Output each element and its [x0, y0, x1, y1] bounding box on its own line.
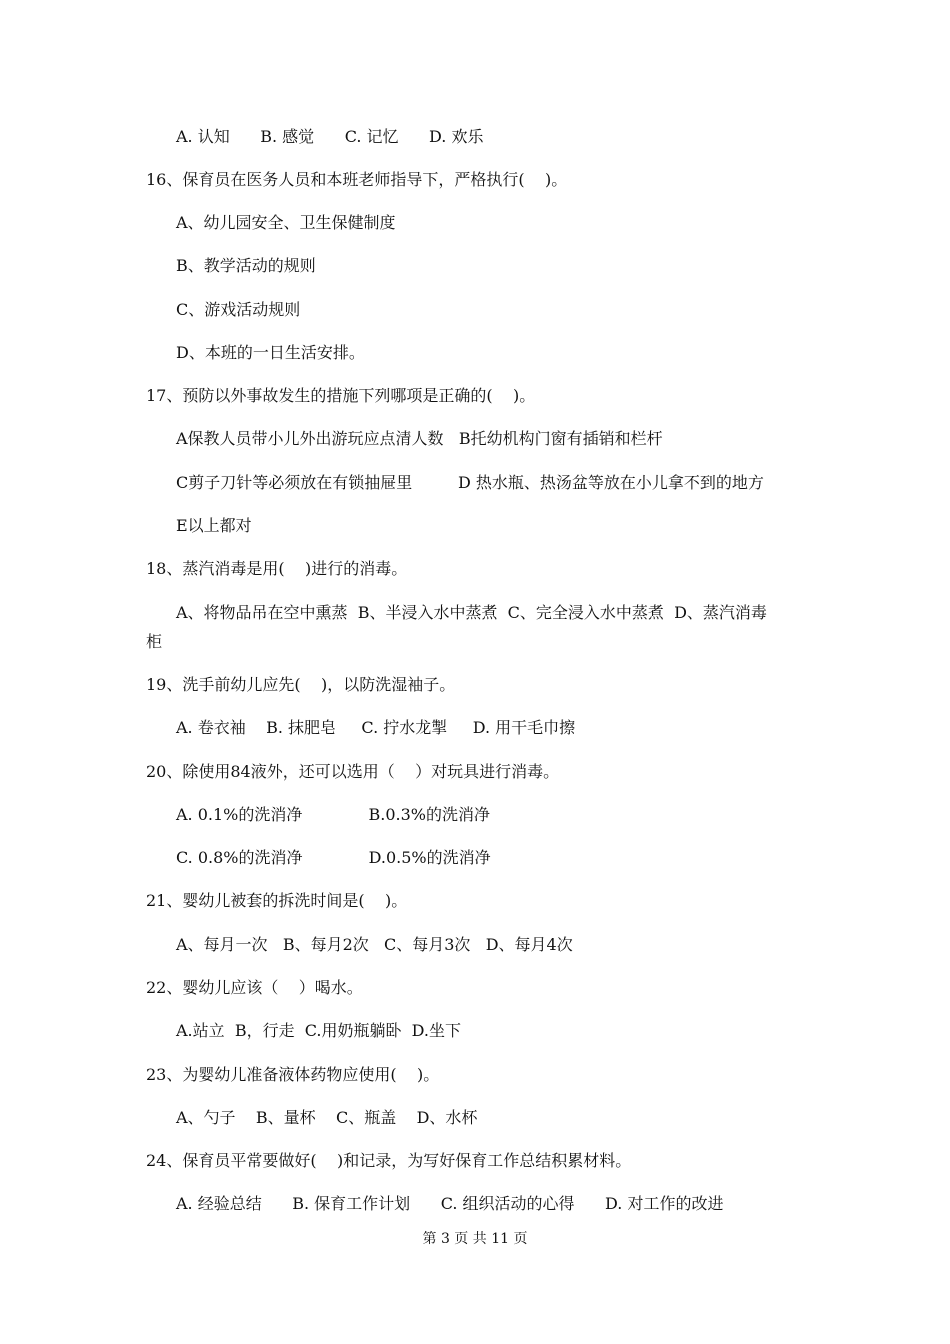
option-line: E以上都对 — [176, 516, 252, 535]
question-18: 18、蒸汽消毒是用( )进行的消毒。 — [146, 559, 408, 578]
question-23: 23、为婴幼儿准备液体药物应使用( )。 — [146, 1065, 440, 1084]
option-line: C剪子刀针等必须放在有锁抽屉里 D 热水瓶、热汤盆等放在小儿拿不到的地方 — [176, 473, 764, 492]
option-line: A. 卷衣袖 B. 抹肥皂 C. 拧水龙掣 D. 用干毛巾擦 — [176, 718, 576, 737]
option-line: A. 经验总结 B. 保育工作计划 C. 组织活动的心得 D. 对工作的改进 — [176, 1194, 724, 1213]
option-line: A. 认知 B. 感觉 C. 记忆 D. 欢乐 — [176, 127, 484, 146]
question-16: 16、保育员在医务人员和本班老师指导下，严格执行( )。 — [146, 170, 568, 189]
option-line: A.站立 B，行走 C.用奶瓶躺卧 D.坐下 — [176, 1021, 462, 1040]
option-line: A. 0.1%的洗消净 B.0.3%的洗消净 — [176, 805, 490, 824]
option-line: B、教学活动的规则 — [176, 256, 316, 275]
option-continuation: 柜 — [146, 632, 163, 651]
question-17: 17、预防以外事故发生的措施下列哪项是正确的( )。 — [146, 386, 536, 405]
question-19: 19、洗手前幼儿应先( )，以防洗湿袖子。 — [146, 675, 456, 694]
option-line: D、本班的一日生活安排。 — [176, 343, 365, 362]
option-line: A、将物品吊在空中熏蒸 B、半浸入水中蒸煮 C、完全浸入水中蒸煮 D、蒸汽消毒 — [176, 603, 767, 622]
question-24: 24、保育员平常要做好( )和记录，为写好保育工作总结积累材料。 — [146, 1151, 632, 1170]
option-line: C、游戏活动规则 — [176, 300, 301, 319]
option-line: A、勺子 B、量杯 C、瓶盖 D、水杯 — [176, 1108, 478, 1127]
page-footer: 第 3 页 共 11 页 — [422, 1231, 528, 1247]
option-line: A保教人员带小儿外出游玩应点清人数 B托幼机构门窗有插销和栏杆 — [176, 429, 663, 448]
option-line: A、幼儿园安全、卫生保健制度 — [176, 213, 396, 232]
option-line: C. 0.8%的洗消净 D.0.5%的洗消净 — [176, 848, 491, 867]
question-21: 21、婴幼儿被套的拆洗时间是( )。 — [146, 891, 408, 910]
question-20: 20、除使用84液外，还可以选用（ ）对玩具进行消毒。 — [146, 762, 560, 781]
option-line: A、每月一次 B、每月2次 C、每月3次 D、每月4次 — [176, 935, 573, 954]
question-22: 22、婴幼儿应该（ ）喝水。 — [146, 978, 363, 997]
